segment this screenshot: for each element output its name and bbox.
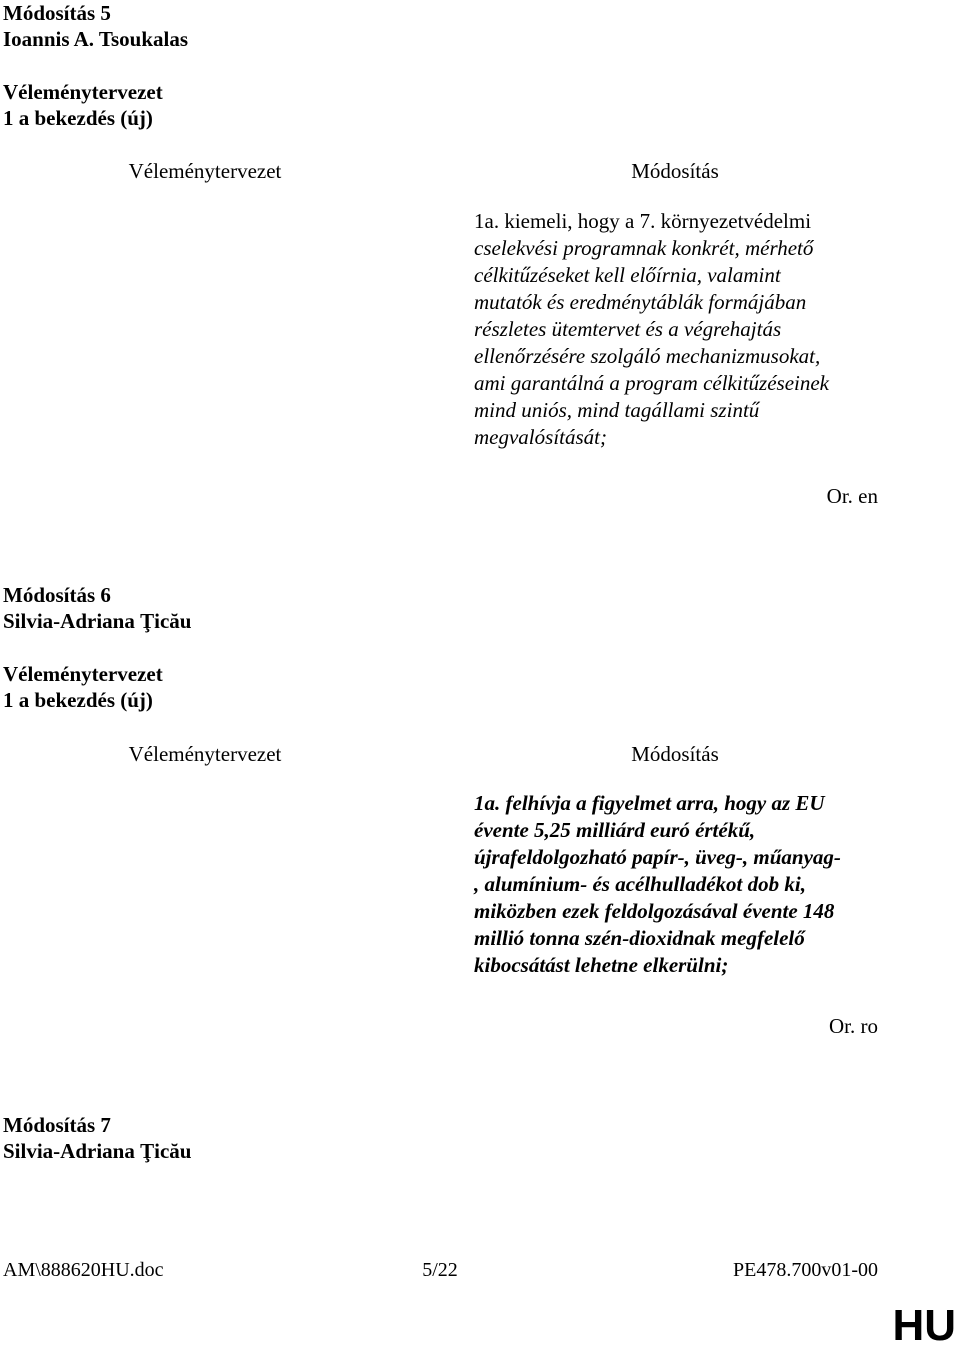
amendment-6-paragraph: 1 a bekezdés (új) [3, 688, 153, 712]
amendment-6-text-line: millió tonna szén-dioxidnak megfelelő [474, 926, 805, 950]
amendment-5-paragraph: 1 a bekezdés (új) [3, 106, 153, 130]
amendment-6-text-line: kibocsátást lehetne elkerülni; [474, 953, 729, 977]
amendment-6-author: Silvia-Adriana Ţicău [3, 609, 192, 633]
amendment-6-col-left-header: Véleménytervezet [128, 742, 282, 766]
footer-pe-ref: PE478.700v01-00 [733, 1259, 878, 1281]
amendment-5-text-line: cselekvési programnak konkrét, mérhető [474, 236, 814, 260]
amendment-5-col-right-header: Módosítás [631, 159, 719, 183]
amendment-6-text [474, 790, 894, 979]
language-mark: HU [892, 1301, 956, 1350]
amendment-5-col-left-header: Véleménytervezet [128, 159, 282, 183]
amendment-5-author: Ioannis A. Tsoukalas [3, 27, 189, 51]
amendment-6-col-right-header: Módosítás [631, 742, 719, 766]
amendment-5-text-line: ellenőrzésére szolgáló mechanizmusokat, [474, 344, 821, 368]
amendment-6-text-line: miközben ezek feldolgozásával évente 148 [474, 899, 835, 923]
amendment-6-text-line: , alumínium- és acélhulladékot dob ki, [474, 872, 806, 896]
amendment-6-text-line: újrafeldolgozható papír-, üveg-, műanyag- [474, 845, 841, 869]
amendment-6-title: Módosítás 6 [3, 583, 111, 607]
footer-doc-ref: AM\888620HU.doc [3, 1259, 164, 1281]
amendment-7-title: Módosítás 7 [3, 1113, 111, 1137]
amendment-5-text [474, 208, 894, 451]
amendment-5-title: Módosítás 5 [3, 1, 111, 25]
amendment-6-doc-type: Véleménytervezet [3, 662, 163, 686]
amendment-5-text-line: mind uniós, mind tagállami szintű [474, 398, 760, 422]
amendment-5-origin: Or. en [826, 484, 878, 508]
amendment-5-text-line: mutatók és eredménytáblák formájában [474, 290, 807, 314]
amendment-5-text-line: 1a. kiemeli, hogy a 7. környezetvédelmi [474, 209, 812, 233]
amendment-6-text-line: 1a. felhívja a figyelmet arra, hogy az EU [474, 791, 825, 815]
amendment-5-text-line: ami garantálná a program célkitűzéseinek [474, 371, 830, 395]
amendment-7-author: Silvia-Adriana Ţicău [3, 1139, 192, 1163]
amendment-5-text-line: célkitűzéseket kell előírnia, valamint [474, 263, 781, 287]
amendment-6-text-line: évente 5,25 milliárd euró értékű, [474, 818, 756, 842]
amendment-6-origin: Or. ro [829, 1014, 878, 1038]
amendment-5-text-line: megvalósítását; [474, 425, 607, 449]
amendment-5-text-line: részletes ütemtervet és a végrehajtás [474, 317, 782, 341]
amendment-5-doc-type: Véleménytervezet [3, 80, 163, 104]
footer-page-number: 5/22 [422, 1259, 458, 1281]
